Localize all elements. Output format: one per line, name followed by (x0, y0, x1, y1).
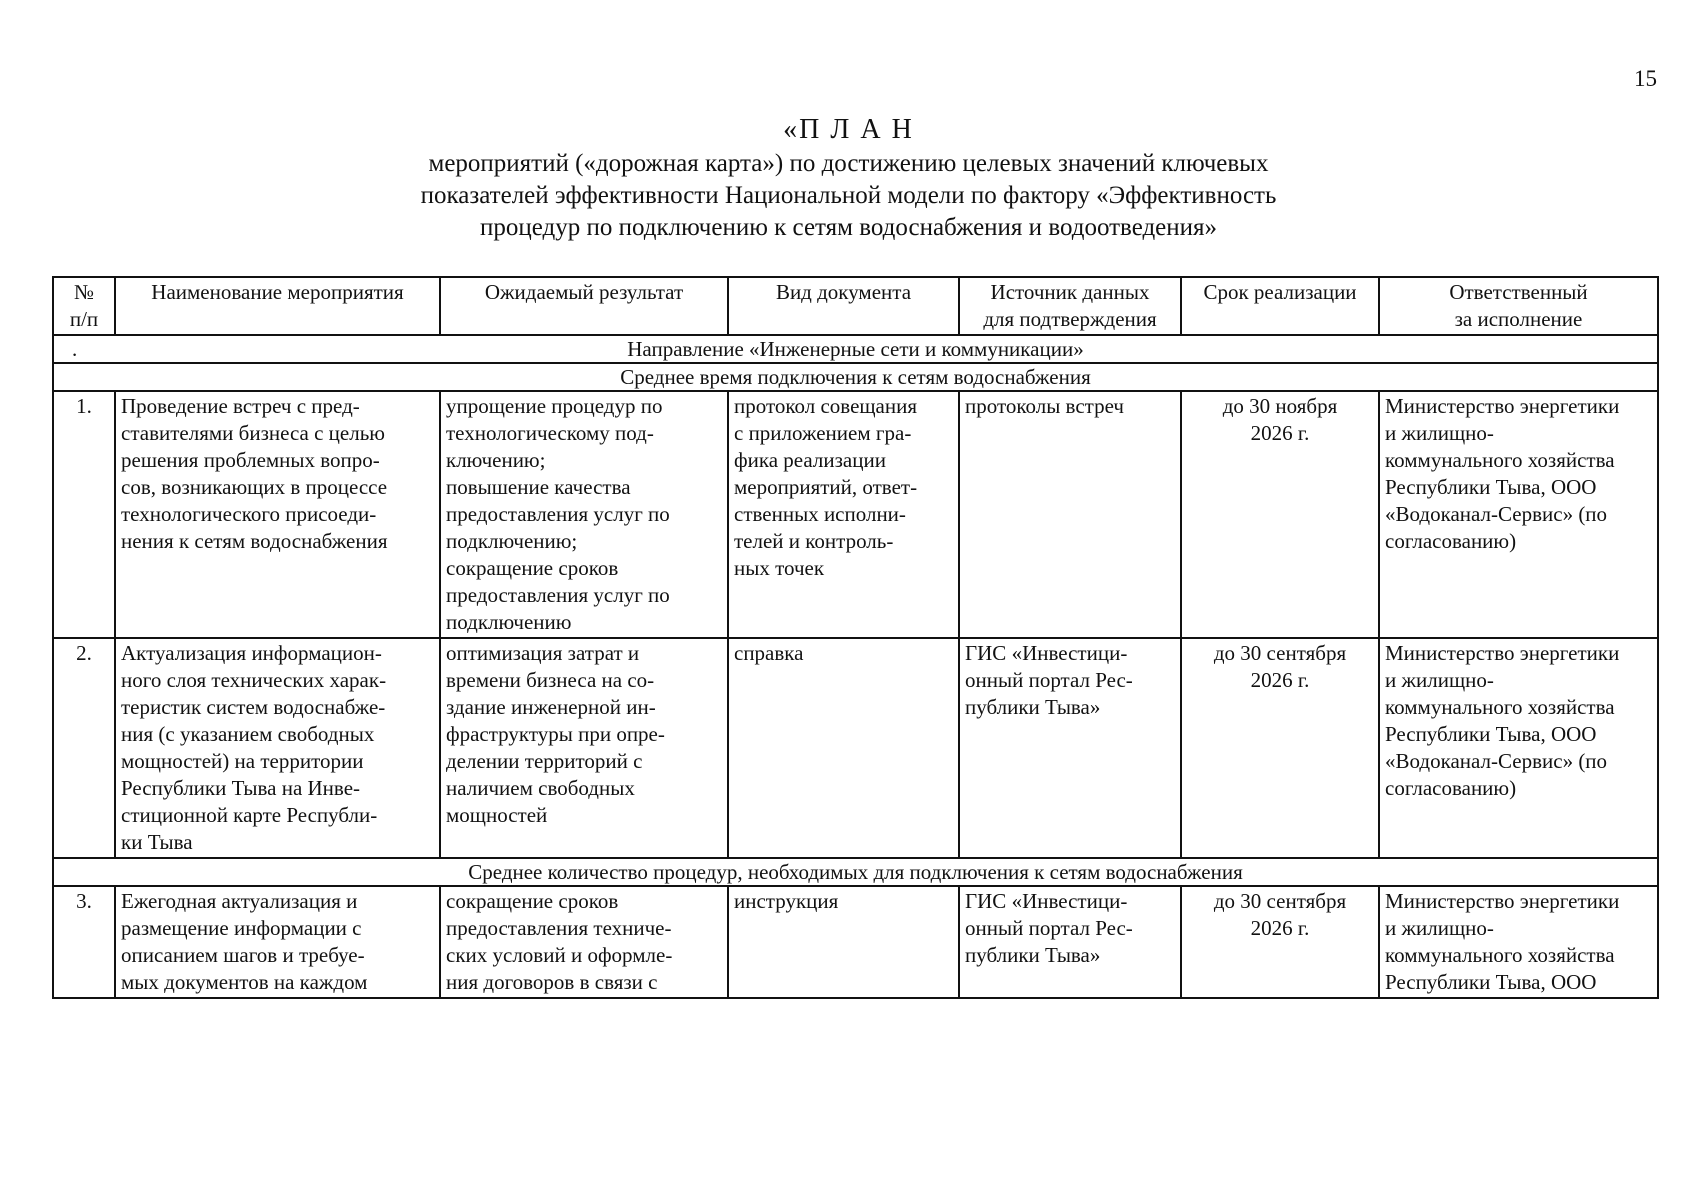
title-line-1: мероприятий («дорожная карта») по достижению целевых значений ключевых (428, 150, 1269, 177)
page-number: 15 (1634, 66, 1657, 91)
table-row (53, 886, 1658, 998)
row-source: ГИС «Инвестици- онный портал Рес- публики Тыва» (959, 886, 1181, 998)
row-responsible: Министерство энергетики и жилищно- коммунального хозяйства Республики Тыва, ООО (1379, 886, 1658, 998)
row-num: 1. (53, 391, 115, 638)
section-row-direction (53, 335, 1658, 363)
row-name: Ежегодная актуализация и размещение информации с описанием шагов и требуе- мых документов на каждом (115, 886, 440, 998)
plan-table (52, 276, 1659, 999)
row-num: 3. (53, 886, 115, 998)
row-deadline: до 30 ноября 2026 г. (1181, 391, 1379, 638)
row-source: ГИС «Инвестици- онный портал Рес- публики Тыва» (959, 638, 1181, 858)
section-direction-label: Направление «Инженерные сети и коммуникации» (627, 337, 1084, 361)
table-row (53, 638, 1658, 858)
row-result: упрощение процедур по технологическому под- ключению; повышение качества предоставления услуг по подключению; сокращение сроков предоставления услуг по подключению (440, 391, 728, 638)
section-sub2: Среднее количество процедур, необходимых для подключения к сетям водоснабжения (53, 858, 1658, 886)
title-main: «П Л А Н (783, 114, 914, 145)
row-name: Проведение встреч с пред- ставителями бизнеса с целью решения проблемных вопро- сов, возникающих в процессе технологического присоеди- нения к сетям водоснабжения (115, 391, 440, 638)
row-doc: справка (728, 638, 959, 858)
table-header-row (53, 277, 1658, 335)
section-row-sub1 (53, 363, 1658, 391)
header-doc: Вид документа (728, 277, 959, 335)
header-result: Ожидаемый результат (440, 277, 728, 335)
row-result: сокращение сроков предоставления техниче- ских условий и оформле- ния договоров в связи с (440, 886, 728, 998)
header-responsible: Ответственный за исполнение (1379, 277, 1658, 335)
section-direction (53, 335, 1658, 363)
header-deadline: Срок реализации (1181, 277, 1379, 335)
row-result: оптимизация затрат и времени бизнеса на со- здание инженерной ин- фраструктуры при опре- делении территорий с наличием свободных мощностей (440, 638, 728, 858)
row-doc: протокол совещания с приложением гра- фика реализации мероприятий, ответ- ственных исполни- телей и контроль- ных точек (728, 391, 959, 638)
title-line-3: процедур по подключению к сетям водоснабжения и водоотведения» (479, 214, 1218, 241)
row-source: протоколы встреч (959, 391, 1181, 638)
row-deadline: до 30 сентября 2026 г. (1181, 638, 1379, 858)
direction-mark: . (72, 337, 78, 361)
title-line-2: показателей эффективности Национальной модели по фактору «Эффективность (420, 182, 1277, 209)
table-row (53, 391, 1658, 638)
section-sub1: Среднее время подключения к сетям водоснабжения (53, 363, 1658, 391)
document-title (0, 112, 1697, 244)
section-row-sub2 (53, 858, 1658, 886)
header-source: Источник данных для подтверждения (959, 277, 1181, 335)
row-responsible: Министерство энергетики и жилищно- коммунального хозяйства Республики Тыва, ООО «Водоканал-Сервис» (по согласованию) (1379, 391, 1658, 638)
row-deadline: до 30 сентября 2026 г. (1181, 886, 1379, 998)
header-num: № п/п (53, 277, 115, 335)
row-responsible: Министерство энергетики и жилищно- коммунального хозяйства Республики Тыва, ООО «Водоканал-Сервис» (по согласованию) (1379, 638, 1658, 858)
row-name: Актуализация информацион- ного слоя технических харак- теристик систем водоснабже- ния (с указанием свободных мощностей) на территории Республики Тыва на Инве- стиционной карте Республи- ки Тыва (115, 638, 440, 858)
header-name: Наименование мероприятия (115, 277, 440, 335)
row-num: 2. (53, 638, 115, 858)
row-doc: инструкция (728, 886, 959, 998)
